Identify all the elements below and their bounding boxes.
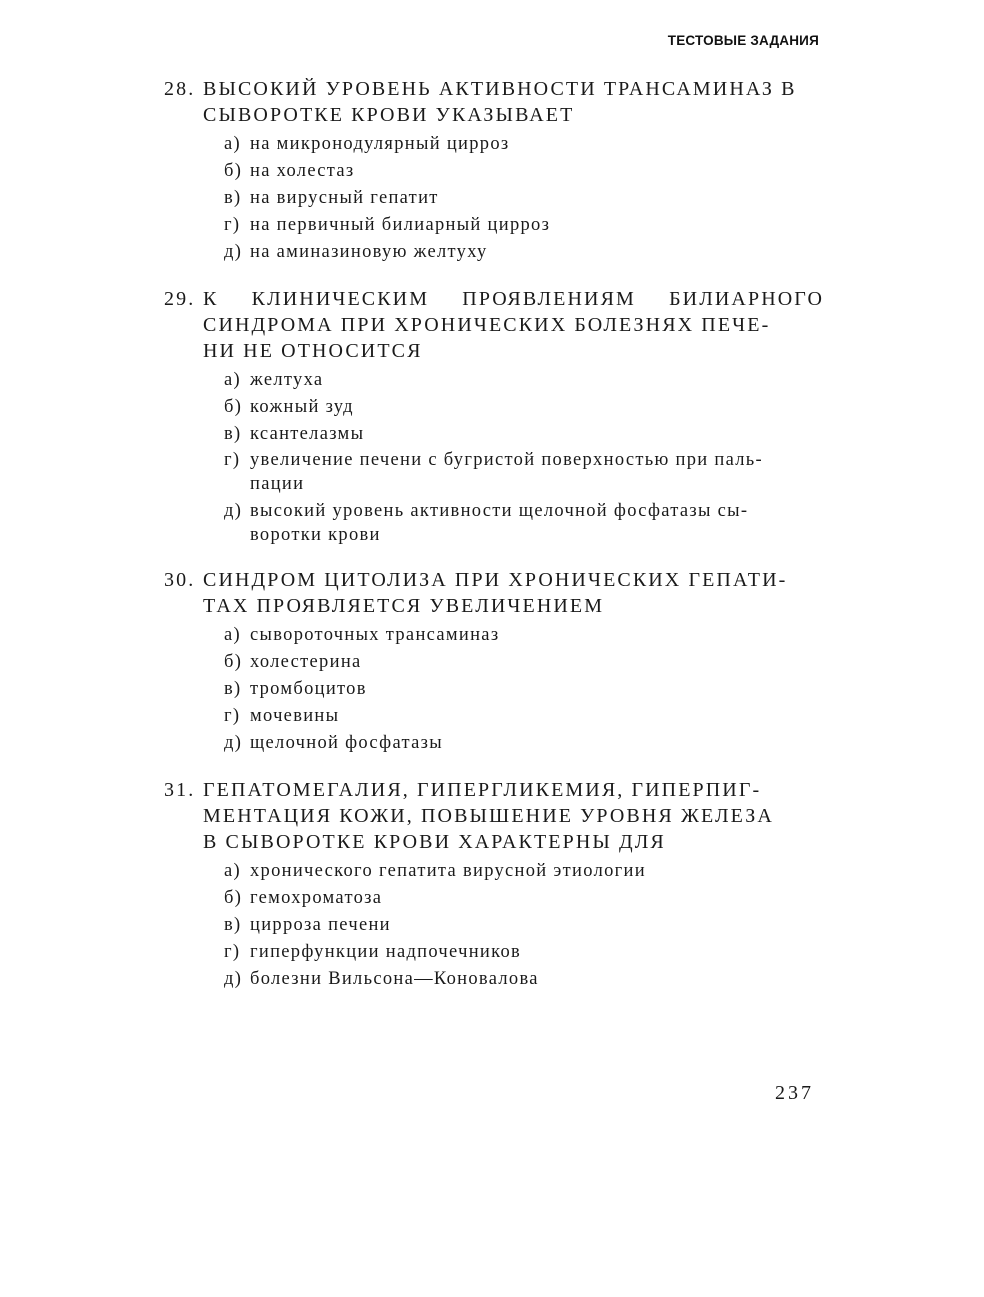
answer-option: [224, 730, 824, 757]
answer-option: [224, 966, 824, 993]
question-29: [164, 286, 824, 547]
question-30: [164, 567, 824, 757]
question-31: [164, 777, 824, 993]
option-text: увеличение печени с бугристой поверхностью при паль- пации: [250, 450, 763, 494]
running-header: ТЕСТОВЫЕ ЗАДАНИЯ: [667, 33, 819, 48]
question-text: ВЫСОКИЙ УРОВЕНЬ АКТИВНОСТИ ТРАНСАМИНАЗ В СЫВОРОТКЕ КРОВИ УКАЗЫВАЕТ: [203, 78, 797, 126]
option-text: на микронодулярный цирроз: [250, 134, 510, 154]
answer-option: [224, 421, 824, 448]
question-number: 29.: [164, 288, 196, 310]
test-questions: [164, 76, 824, 1013]
option-text: тромбоцитов: [250, 679, 367, 699]
answer-option: [224, 703, 824, 730]
question-title: [164, 76, 824, 128]
answer-option: [224, 622, 824, 649]
option-text: на вирусный гепатит: [250, 188, 439, 208]
option-letter: б): [224, 161, 243, 181]
answer-option: [224, 367, 824, 394]
answer-options: [164, 131, 824, 266]
option-text: щелочной фосфатазы: [250, 733, 443, 753]
option-letter: в): [224, 188, 242, 208]
question-28: [164, 76, 824, 266]
question-number: 31.: [164, 779, 196, 801]
option-letter: б): [224, 397, 243, 417]
option-letter: а): [224, 370, 241, 390]
answer-option: [224, 939, 824, 966]
option-letter: в): [224, 679, 242, 699]
option-text: на первичный билиарный цирроз: [250, 215, 551, 235]
question-title: [164, 567, 824, 619]
answer-option: [224, 499, 824, 547]
answer-option: [224, 858, 824, 885]
answer-option: [224, 185, 824, 212]
answer-option: [224, 448, 824, 496]
option-text: хронического гепатита вирусной этиологии: [250, 861, 646, 881]
answer-option: [224, 239, 824, 266]
option-text: на холестаз: [250, 161, 355, 181]
answer-options: [164, 367, 824, 547]
option-text: желтуха: [250, 370, 324, 390]
option-letter: д): [224, 242, 243, 262]
page-number: 237: [775, 1082, 814, 1104]
answer-options: [164, 622, 824, 757]
option-letter: а): [224, 861, 241, 881]
answer-option: [224, 131, 824, 158]
question-text: К КЛИНИЧЕСКИМ ПРОЯВЛЕНИЯМ БИЛИАРНОГО СИНДРОМА ПРИ ХРОНИЧЕСКИХ БОЛЕЗНЯХ ПЕЧЕ- НИ НЕ ОТНОСИТСЯ: [203, 288, 824, 362]
answer-option: [224, 158, 824, 185]
option-text: ксантелазмы: [250, 424, 365, 444]
option-letter: г): [224, 450, 241, 470]
answer-option: [224, 885, 824, 912]
option-letter: д): [224, 969, 243, 989]
answer-option: [224, 912, 824, 939]
option-text: гемохроматоза: [250, 888, 383, 908]
option-text: кожный зуд: [250, 397, 354, 417]
option-letter: а): [224, 134, 241, 154]
option-text: на аминазиновую желтуху: [250, 242, 488, 262]
question-number: 30.: [164, 569, 196, 591]
answer-option: [224, 394, 824, 421]
option-text: болезни Вильсона—Коновалова: [250, 969, 539, 989]
answer-option: [224, 676, 824, 703]
option-text: мочевины: [250, 706, 340, 726]
question-text: ГЕПАТОМЕГАЛИЯ, ГИПЕРГЛИКЕМИЯ, ГИПЕРПИГ- МЕНТАЦИЯ КОЖИ, ПОВЫШЕНИЕ УРОВНЯ ЖЕЛЕЗА В СЫВОРОТКЕ КРОВИ ХАРАКТЕРНЫ ДЛЯ: [203, 779, 774, 853]
option-text: высокий уровень активности щелочной фосфатазы сы- воротки крови: [250, 501, 749, 545]
answer-option: [224, 212, 824, 239]
option-letter: г): [224, 706, 241, 726]
option-letter: д): [224, 501, 243, 521]
option-letter: д): [224, 733, 243, 753]
option-letter: б): [224, 652, 243, 672]
answer-option: [224, 649, 824, 676]
option-letter: а): [224, 625, 241, 645]
option-letter: г): [224, 215, 241, 235]
option-text: гиперфункции надпочечников: [250, 942, 522, 962]
question-title: [164, 286, 824, 364]
option-letter: в): [224, 915, 242, 935]
option-letter: г): [224, 942, 241, 962]
option-text: цирроза печени: [250, 915, 391, 935]
option-letter: в): [224, 424, 242, 444]
option-text: сывороточных трансаминаз: [250, 625, 500, 645]
question-text: СИНДРОМ ЦИТОЛИЗА ПРИ ХРОНИЧЕСКИХ ГЕПАТИ- ТАХ ПРОЯВЛЯЕТСЯ УВЕЛИЧЕНИЕМ: [203, 569, 788, 617]
answer-options: [164, 858, 824, 993]
option-letter: б): [224, 888, 243, 908]
question-title: [164, 777, 824, 855]
question-number: 28.: [164, 78, 196, 100]
option-text: холестерина: [250, 652, 362, 672]
